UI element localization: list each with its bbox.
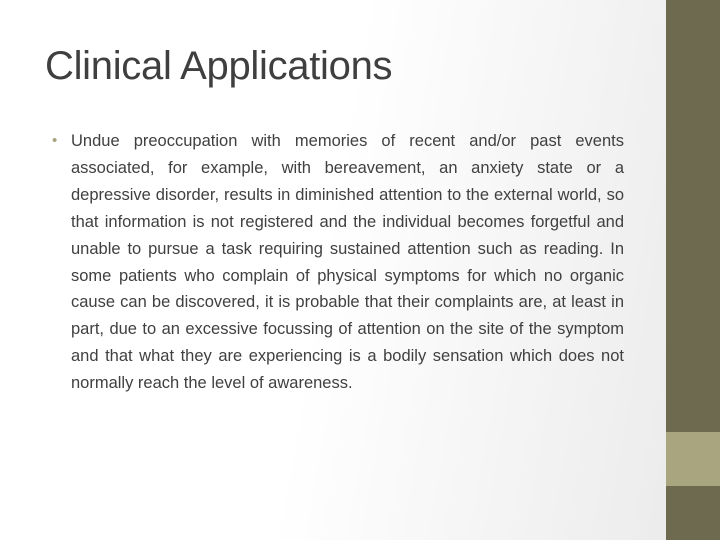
decorative-side-bar-bottom xyxy=(666,486,720,540)
decorative-side-bar-accent xyxy=(666,432,720,486)
bullet-list xyxy=(50,128,624,397)
bullet-icon: • xyxy=(52,132,58,149)
slide-title: Clinical Applications xyxy=(45,44,393,88)
bullet-text: Undue preoccupation with memories of recent and/or past events associated, for example, with bereavement, an anxiety state or a depressive disorder, results in diminished attention to the external world, so that information is not registered and the individual becomes forgetful and unable to pursue a task requiring sustained attention such as reading. In some patients who complain of physical symptoms for which no organic cause can be discovered, it is probable that their complaints are, at least in part, due to an excessive focussing of attention on the site of the symptom and that what they are experiencing is a bodily sensation which does not normally reach the level of awareness. xyxy=(71,132,624,393)
bullet-item xyxy=(50,128,624,397)
decorative-side-bar-top xyxy=(666,0,720,432)
